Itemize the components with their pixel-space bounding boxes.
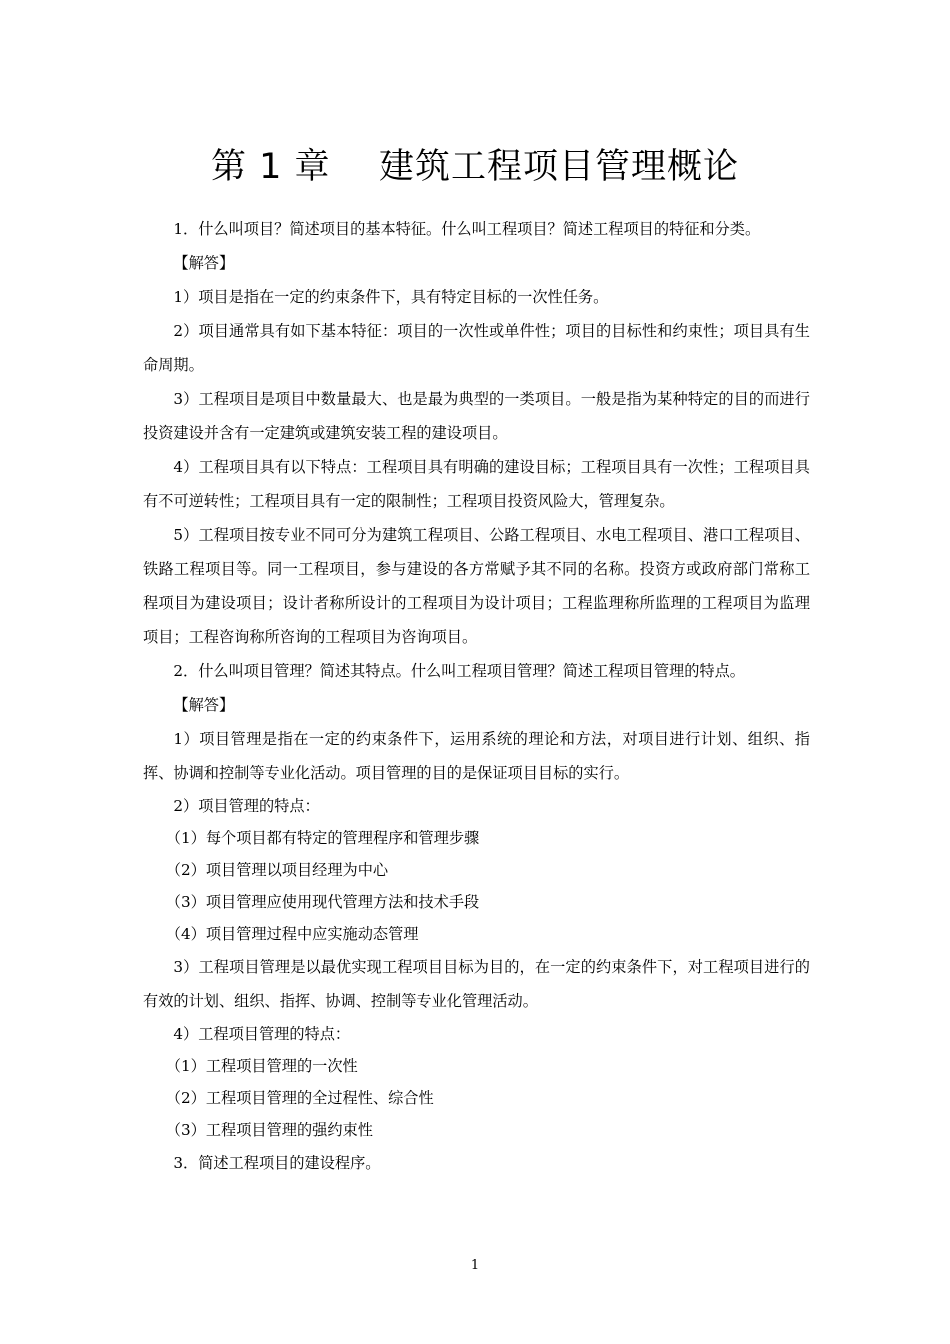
management-feature-2: （2）项目管理以项目经理为中心 [165, 861, 389, 879]
chapter-title: 第 1 章 建筑工程项目管理概论 [210, 147, 740, 188]
answer-2-item-2: 2）项目管理的特点： [173, 797, 320, 815]
answer-2-item-3: 3）工程项目管理是以最优实现工程项目目标为目的，在一定的约束条件下，对工程项目进行的有效的计划、组织、指挥、协调、控制等专业化管理活动。 [143, 958, 810, 1010]
answer-1-item-1: 1）项目是指在一定的约束条件下，具有特定目标的一次性任务。 [173, 288, 609, 306]
question-3: 3．简述工程项目的建设程序。 [173, 1154, 381, 1172]
answer-heading-1: 【解答】 [173, 254, 235, 272]
body-text [143, 212, 810, 1180]
answer-1-item-3: 3）工程项目是项目中数量最大、也是最为典型的一类项目。一般是指为某种特定的目的而进行投资建设并含有一定建筑或建筑安装工程的建设项目。 [143, 390, 810, 442]
question-2: 2．什么叫项目管理？简述其特点。什么叫工程项目管理？简述工程项目管理的特点。 [173, 662, 745, 680]
answer-2-item-1: 1）项目管理是指在一定的约束条件下，运用系统的理论和方法，对项目进行计划、组织、指挥、协调和控制等专业化活动。项目管理的目的是保证项目目标的实行。 [143, 730, 810, 782]
management-feature-4: （4）项目管理过程中应实施动态管理 [165, 925, 419, 943]
answer-2-item-4: 4）工程项目管理的特点： [173, 1025, 351, 1043]
answer-1-item-5: 5）工程项目按专业不同可分为建筑工程项目、公路工程项目、水电工程项目、港口工程项目、铁路工程项目等。同一工程项目，参与建设的各方常赋予其不同的名称。投资方或政府部门常称工程项目为建设项目；设计者称所设计的工程项目为设计项目；工程监理称所监理的工程项目为监理项目；工程咨询称所咨询的工程项目为咨询项目。 [143, 526, 810, 646]
answer-1-item-4: 4）工程项目具有以下特点：工程项目具有明确的建设目标；工程项目具有一次性；工程项目具有不可逆转性；工程项目具有一定的限制性；工程项目投资风险大，管理复杂。 [143, 458, 810, 510]
answer-1-item-2: 2）项目通常具有如下基本特征：项目的一次性或单件性；项目的目标性和约束性；项目具有生命周期。 [143, 322, 810, 374]
engineering-feature-1: （1）工程项目管理的一次性 [165, 1057, 358, 1075]
answer-heading-2: 【解答】 [173, 696, 235, 714]
management-feature-1: （1）每个项目都有特定的管理程序和管理步骤 [165, 829, 480, 847]
page-number: 1 [470, 1258, 480, 1273]
engineering-feature-3: （3）工程项目管理的强约束性 [165, 1121, 373, 1139]
management-feature-3: （3）项目管理应使用现代管理方法和技术手段 [165, 893, 480, 911]
question-1: 1．什么叫项目？简述项目的基本特征。什么叫工程项目？简述工程项目的特征和分类。 [173, 220, 761, 238]
engineering-feature-2: （2）工程项目管理的全过程性、综合性 [165, 1089, 434, 1107]
